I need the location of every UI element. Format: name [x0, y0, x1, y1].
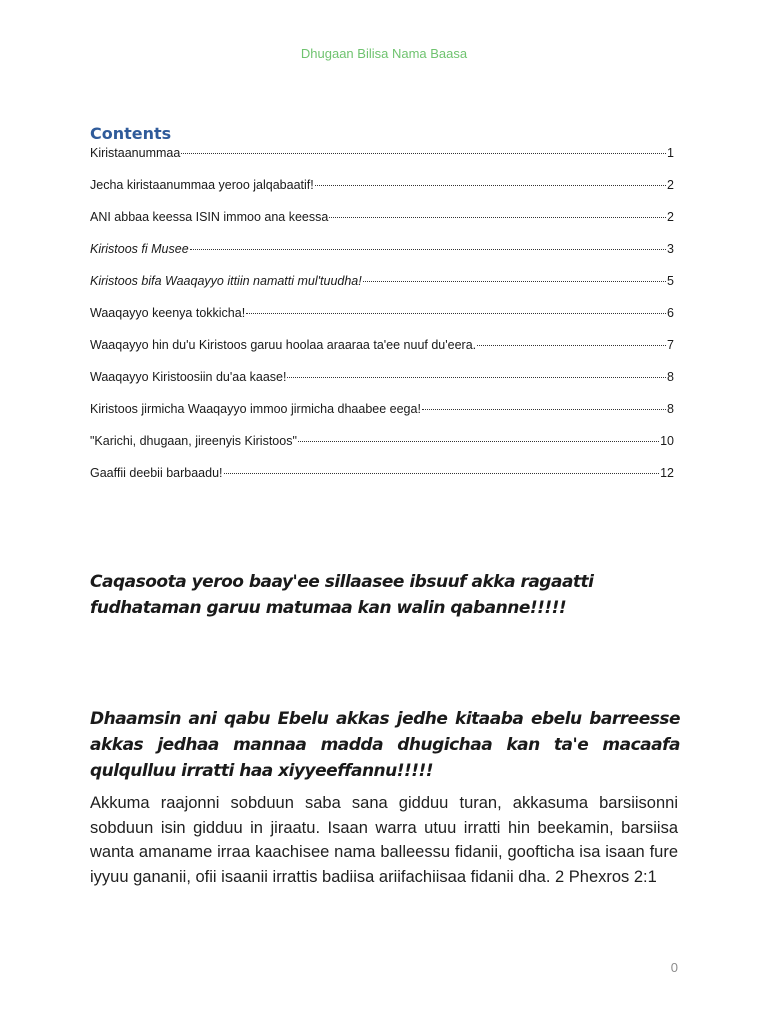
toc-entry[interactable]: [90, 241, 674, 257]
toc-entry-page[interactable]: 8: [667, 370, 674, 384]
toc-entry-page[interactable]: 8: [667, 402, 674, 416]
toc-entry[interactable]: [90, 465, 674, 481]
toc-dot-leader: [298, 441, 659, 442]
toc-entry-title[interactable]: Kiristoos jirmicha Waaqayyo immoo jirmicha dhaabee eega!: [90, 402, 421, 416]
toc-entry-title[interactable]: Jecha kiristaanummaa yeroo jalqabaatif!: [90, 178, 314, 192]
body-paragraph: Akkuma raajonni sobduun saba sana gidduu turan, akkasuma barsiisonni sobduun isin gidduu in jiraatu. Isaan warra utuu irratti hin beekamin, barsiisa wanta amaname irraa kaachisee nama balleessu fidanii, goofticha isa isaan fure iyyuu gananii, ofii isaanii irrattis badiisa ariifachiisaa fidanii dha. 2 Phexros 2:1: [90, 794, 678, 886]
toc-dot-leader: [190, 249, 666, 250]
toc-entry-page[interactable]: 10: [660, 434, 674, 448]
toc-entry-page[interactable]: 12: [660, 466, 674, 480]
toc-dot-leader: [329, 217, 666, 218]
toc-dot-leader: [287, 377, 666, 378]
toc-entry-page[interactable]: 1: [667, 146, 674, 160]
toc-entry-title[interactable]: ANI abbaa keessa ISIN immoo ana keessa: [90, 210, 329, 224]
toc-entry-title[interactable]: Waaqayyo Kiristoosiin du'aa kaase!: [90, 370, 287, 384]
toc-entry-page[interactable]: 3: [667, 242, 674, 256]
toc-entry-title[interactable]: "Karichi, dhugaan, jireenyis Kiristoos": [90, 434, 297, 448]
toc-dot-leader: [315, 185, 666, 186]
toc-dot-leader: [246, 313, 666, 314]
toc-dot-leader: [181, 153, 666, 154]
table-of-contents: [90, 124, 674, 497]
toc-entry-title[interactable]: Waaqayyo hin du'u Kiristoos garuu hoolaa araaraa ta'ee nuuf du'eera.: [90, 338, 477, 352]
toc-entry[interactable]: [90, 337, 674, 353]
toc-entry-title[interactable]: Kiristoos fi Musee: [90, 242, 189, 256]
toc-entry[interactable]: [90, 401, 674, 417]
toc-entry[interactable]: [90, 305, 674, 321]
section-heading-1: Caqasoota yeroo baay'ee sillaasee ibsuuf akka ragaatti fudhataman garuu matumaa kan walin qabanne!!!!!: [90, 572, 594, 618]
toc-entry[interactable]: [90, 369, 674, 385]
toc-entry[interactable]: [90, 145, 674, 161]
toc-entry-title[interactable]: Gaaffii deebii barbaadu!: [90, 466, 223, 480]
toc-dot-leader: [422, 409, 666, 410]
toc-entry[interactable]: [90, 273, 674, 289]
toc-entry-page[interactable]: 2: [667, 178, 674, 192]
toc-entry-page[interactable]: 7: [667, 338, 674, 352]
page-header: Dhugaan Bilisa Nama Baasa: [300, 46, 468, 61]
toc-entry[interactable]: [90, 177, 674, 193]
toc-dot-leader: [363, 281, 666, 282]
toc-list: [90, 145, 674, 481]
toc-entry-title[interactable]: Kiristaanummaa: [90, 146, 181, 160]
toc-entry-page[interactable]: 6: [667, 306, 674, 320]
toc-dot-leader: [477, 345, 666, 346]
toc-dot-leader: [224, 473, 660, 474]
toc-heading: Contents: [90, 124, 172, 143]
toc-entry-title[interactable]: Waaqayyo keenya tokkicha!: [90, 306, 246, 320]
page-number: 0: [670, 960, 678, 975]
toc-entry[interactable]: [90, 433, 674, 449]
toc-entry-page[interactable]: 2: [667, 210, 674, 224]
toc-entry-page[interactable]: 5: [667, 274, 674, 288]
toc-entry[interactable]: [90, 209, 674, 225]
toc-entry-title[interactable]: Kiristoos bifa Waaqayyo ittiin namatti mul'tuudha!: [90, 274, 362, 288]
section-heading-2: Dhaamsin ani qabu Ebelu akkas jedhe kitaaba ebelu barreesse akkas jedhaa mannaa madda dhugichaa kan ta'e macaafa qulqulluu irratti haa xiyyeeffannu!!!!!: [90, 709, 680, 781]
